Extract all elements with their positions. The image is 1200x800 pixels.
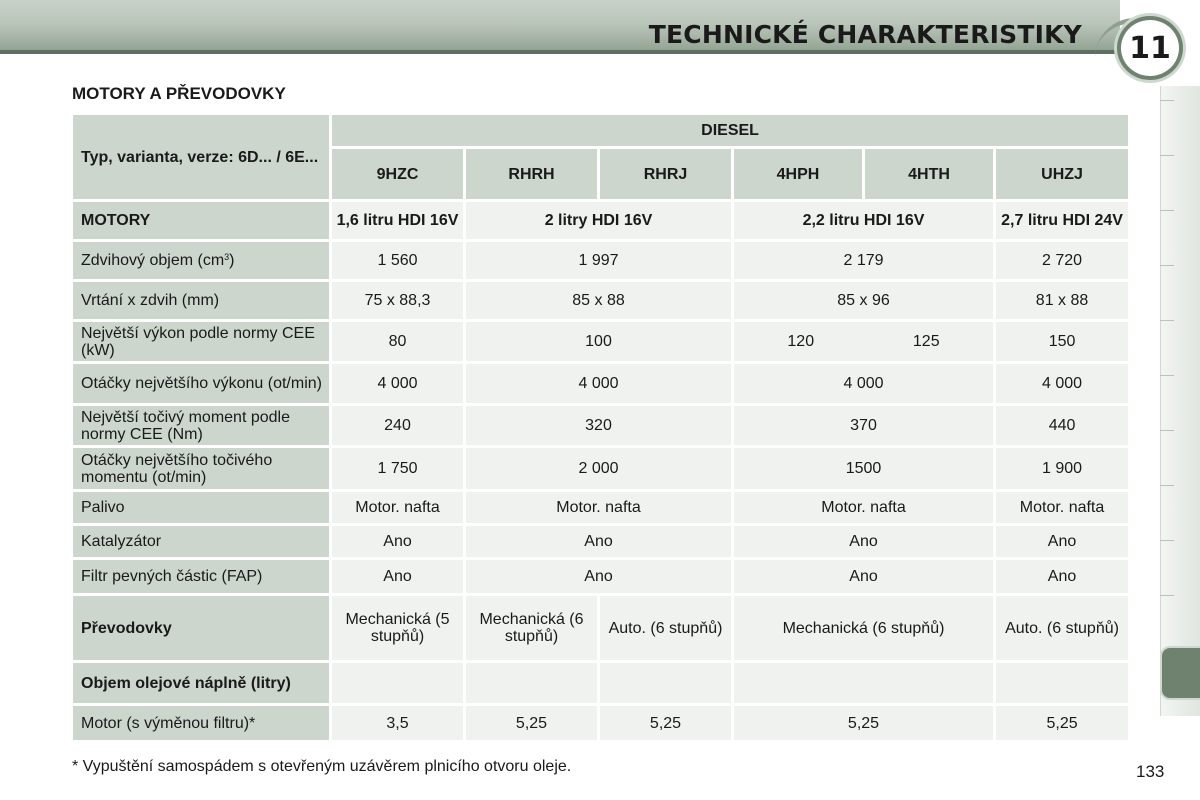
spec-value: 120 <box>787 333 815 350</box>
edge-tick <box>1160 155 1174 156</box>
spec-value: Ano <box>996 560 1128 593</box>
gearbox-value: Auto. (6 stupňů) <box>996 596 1128 660</box>
spec-value: 81 x 88 <box>996 282 1128 319</box>
row-label: Filtr pevných částic (FAP) <box>73 560 329 593</box>
spec-value: 1 750 <box>332 448 463 489</box>
spec-value: 125 <box>912 333 940 350</box>
code-header: RHRJ <box>600 149 731 199</box>
empty-cell <box>600 663 731 703</box>
row-label: Největší točivý moment podle normy CEE (Nm) <box>73 406 329 445</box>
fuel-group-header: DIESEL <box>332 115 1128 146</box>
spec-value: Ano <box>466 560 731 593</box>
spec-value: 5,25 <box>466 706 597 740</box>
chapter-number-badge: 11 <box>1117 16 1183 80</box>
row-label: Otáčky největšího točivého momentu (ot/min) <box>73 448 329 489</box>
engine-name: 2,2 litru HDI 16V <box>734 202 993 239</box>
edge-tick <box>1160 595 1174 596</box>
spec-value: 1500 <box>734 448 993 489</box>
spec-value: 320 <box>466 406 731 445</box>
engine-name: 1,6 litru HDI 16V <box>332 202 463 239</box>
edge-tick <box>1160 430 1174 431</box>
footnote: * Vypuštění samospádem s otevřeným uzávěrem plnicího otvoru oleje. <box>72 758 572 775</box>
spec-value: 2 000 <box>466 448 731 489</box>
spec-value: 1 560 <box>332 242 463 279</box>
spec-value: 1 997 <box>466 242 731 279</box>
spec-value: Motor. nafta <box>734 492 993 523</box>
spec-value: 1 900 <box>996 448 1128 489</box>
chapter-tab[interactable] <box>1160 646 1200 700</box>
spec-value: 85 x 88 <box>466 282 731 319</box>
oil-capacity-label: Objem olejové náplně (litry) <box>73 663 329 703</box>
edge-tick <box>1160 485 1174 486</box>
engine-name: 2,7 litru HDI 24V <box>996 202 1128 239</box>
spec-value: Ano <box>734 560 993 593</box>
spec-value: Motor. nafta <box>996 492 1128 523</box>
spec-value: 5,25 <box>600 706 731 740</box>
code-header: 4HTH <box>865 149 993 199</box>
gearbox-label: Převodovky <box>73 596 329 660</box>
gearbox-value: Mechanická (6 stupňů) <box>466 596 597 660</box>
spec-value: 2 179 <box>734 242 993 279</box>
spec-value: 3,5 <box>332 706 463 740</box>
edge-tick <box>1160 100 1174 101</box>
spec-value: 2 720 <box>996 242 1128 279</box>
spec-value-split <box>734 322 993 361</box>
row-label: Zdvihový objem $(cm^3)$ <box>73 242 329 279</box>
spec-value: 80 <box>332 322 463 361</box>
spec-value: Ano <box>466 526 731 557</box>
spec-value: 85 x 96 <box>734 282 993 319</box>
empty-cell <box>332 663 463 703</box>
spec-value: Ano <box>332 560 463 593</box>
edge-tick <box>1160 210 1174 211</box>
spec-value: 75 x 88,3 <box>332 282 463 319</box>
row-label: Motor (s výměnou filtru)* <box>73 706 329 740</box>
spec-table <box>70 112 1131 743</box>
spec-value: 370 <box>734 406 993 445</box>
engine-name: 2 litry HDI 16V <box>466 202 731 239</box>
page-number: 133 <box>1136 762 1165 781</box>
spec-value: Motor. nafta <box>332 492 463 523</box>
code-header: 4HPH <box>734 149 862 199</box>
spec-value: 150 <box>996 322 1128 361</box>
row-label: Největší výkon podle normy CEE (kW) <box>73 322 329 361</box>
edge-tick <box>1160 265 1174 266</box>
row-label: Otáčky největšího výkonu (ot/min) <box>73 364 329 403</box>
spec-value: 5,25 <box>996 706 1128 740</box>
type-label: Typ, varianta, verze: 6D... / 6E... <box>73 115 329 199</box>
spec-value: Ano <box>734 526 993 557</box>
code-header: 9HZC <box>332 149 463 199</box>
spec-value: Ano <box>996 526 1128 557</box>
edge-tick <box>1160 375 1174 376</box>
row-label: Vrtání x zdvih (mm) <box>73 282 329 319</box>
spec-value: Ano <box>332 526 463 557</box>
empty-cell <box>734 663 993 703</box>
spec-value: 4 000 <box>734 364 993 403</box>
empty-cell <box>996 663 1128 703</box>
spec-value: 100 <box>466 322 731 361</box>
edge-tick <box>1160 540 1174 541</box>
row-label: Katalyzátor <box>73 526 329 557</box>
code-header: RHRH <box>466 149 597 199</box>
right-edge-strip <box>1160 86 1200 716</box>
spec-value: 4 000 <box>466 364 731 403</box>
spec-value: 5,25 <box>734 706 993 740</box>
gearbox-value: Mechanická (5 stupňů) <box>332 596 463 660</box>
spec-value: 240 <box>332 406 463 445</box>
spec-value: 4 000 <box>332 364 463 403</box>
empty-cell <box>466 663 597 703</box>
page-header-title: TECHNICKÉ CHARAKTERISTIKY <box>648 20 1082 49</box>
row-label: Palivo <box>73 492 329 523</box>
motory-label: MOTORY <box>73 202 329 239</box>
spec-value: Motor. nafta <box>466 492 731 523</box>
spec-value: 440 <box>996 406 1128 445</box>
edge-tick <box>1160 320 1174 321</box>
section-title: MOTORY A PŘEVODOVKY <box>72 84 286 103</box>
code-header: UHZJ <box>996 149 1128 199</box>
spec-value: 4 000 <box>996 364 1128 403</box>
gearbox-value: Mechanická (6 stupňů) <box>734 596 993 660</box>
gearbox-value: Auto. (6 stupňů) <box>600 596 731 660</box>
